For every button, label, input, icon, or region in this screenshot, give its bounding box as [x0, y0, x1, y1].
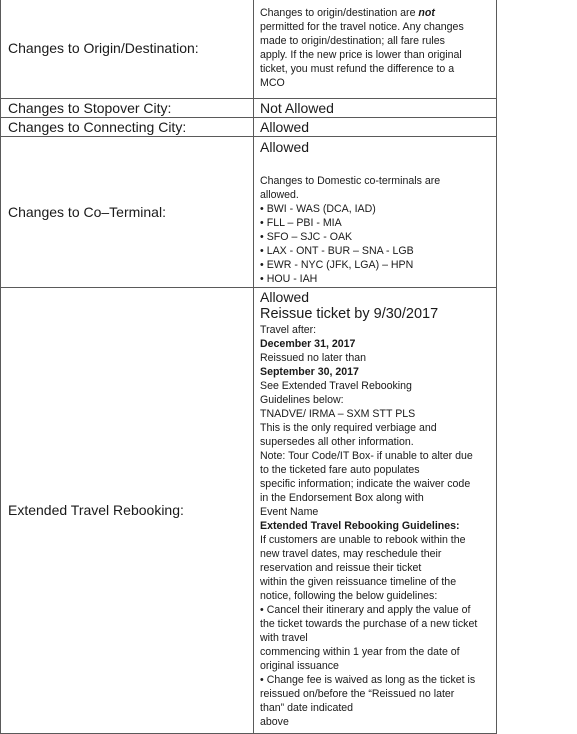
text-line: reservation and reissue their ticket: [260, 562, 422, 574]
text-line: This is the only required verbiage and: [260, 422, 437, 434]
text-line: with travel: [260, 632, 308, 644]
text-line: apply. If the new price is lower than original: [260, 49, 462, 61]
row-label: Changes to Co–Terminal:: [1, 137, 254, 288]
text-line: Travel after:: [260, 324, 317, 336]
table-row: [1, 99, 497, 118]
text-line: Note: Tour Code/IT Box- if unable to alter due: [260, 450, 473, 462]
text-line: made to origin/destination; all fare rules: [260, 35, 445, 47]
text-line: Changes to Domestic co-terminals are: [260, 175, 441, 187]
list-item: • Cancel their itinerary and apply the value of: [260, 603, 492, 617]
text-line: Reissued no later than: [260, 352, 367, 364]
row-label: Changes to Connecting City:: [1, 118, 254, 137]
text-line: above: [260, 716, 289, 728]
text-line: in the Endorsement Box along with: [260, 492, 424, 504]
text-line: permitted for the travel notice. Any changes: [260, 21, 464, 33]
list-item: • FLL – PBI - MIA: [260, 216, 492, 230]
text-line: ticket, you must refund the difference to a: [260, 63, 455, 75]
text-line: the ticket towards the purchase of a new ticket: [260, 618, 478, 630]
origin-intro: Changes to origin/destination are: [260, 7, 419, 19]
row-value: [254, 137, 497, 288]
text-line: new travel dates, may reschedule their: [260, 548, 442, 560]
text-line: within the given reissuance timeline of the: [260, 576, 457, 588]
extended-value: Allowed: [260, 289, 310, 305]
coterminal-value: Allowed: [260, 139, 310, 155]
row-label: Extended Travel Rebooking:: [1, 288, 254, 734]
text-line: If customers are unable to rebook within the: [260, 534, 466, 546]
row-label: Changes to Stopover City:: [1, 99, 254, 118]
list-item: • Change fee is waived as long as the ticket is: [260, 673, 492, 687]
row-label: Changes to Origin/Destination:: [1, 0, 254, 99]
table-row: [1, 137, 497, 288]
list-item: • BWI - WAS (DCA, IAD): [260, 202, 492, 216]
text-line: reissued on/before the “Reissued no later: [260, 688, 455, 700]
guidelines-title: Extended Travel Rebooking Guidelines:: [260, 520, 460, 532]
text-line: TNADVE/ IRMA – SXM STT PLS: [260, 408, 416, 420]
row-value: [254, 118, 497, 137]
text-line: Guidelines below:: [260, 394, 344, 406]
row-value: [254, 99, 497, 118]
travel-date: December 31, 2017: [260, 338, 356, 350]
reissue-heading: Reissue ticket by 9/30/2017: [260, 306, 439, 322]
text-line: specific information; indicate the waiver code: [260, 478, 471, 490]
stopover-value: Not Allowed: [260, 100, 334, 116]
text-line: Event Name: [260, 506, 319, 518]
table-row: [1, 0, 497, 99]
row-value: [254, 288, 497, 734]
list-item: • SFO – SJC - OAK: [260, 230, 492, 244]
table-row: [1, 118, 497, 137]
reissued-date: September 30, 2017: [260, 366, 359, 378]
list-item: • LAX - ONT - BUR – SNA - LGB: [260, 244, 492, 258]
row-value: [254, 0, 497, 99]
emphasis-text: not: [418, 7, 435, 19]
text-line: supersedes all other information.: [260, 436, 414, 448]
text-line: notice, following the below guidelines:: [260, 590, 438, 602]
text-line: allowed.: [260, 189, 299, 201]
connecting-value: Allowed: [260, 119, 310, 135]
list-item: • HOU - IAH: [260, 272, 492, 286]
text-line: to the ticketed fare auto populates: [260, 464, 420, 476]
list-item: • EWR - NYC (JFK, LGA) – HPN: [260, 258, 492, 272]
text-line: commencing within 1 year from the date of: [260, 646, 460, 658]
text-line: See Extended Travel Rebooking: [260, 380, 412, 392]
text-line: than” date indicated: [260, 702, 354, 714]
text-line: original issuance: [260, 660, 339, 672]
table-row: [1, 288, 497, 734]
text-line: MCO: [260, 77, 285, 89]
